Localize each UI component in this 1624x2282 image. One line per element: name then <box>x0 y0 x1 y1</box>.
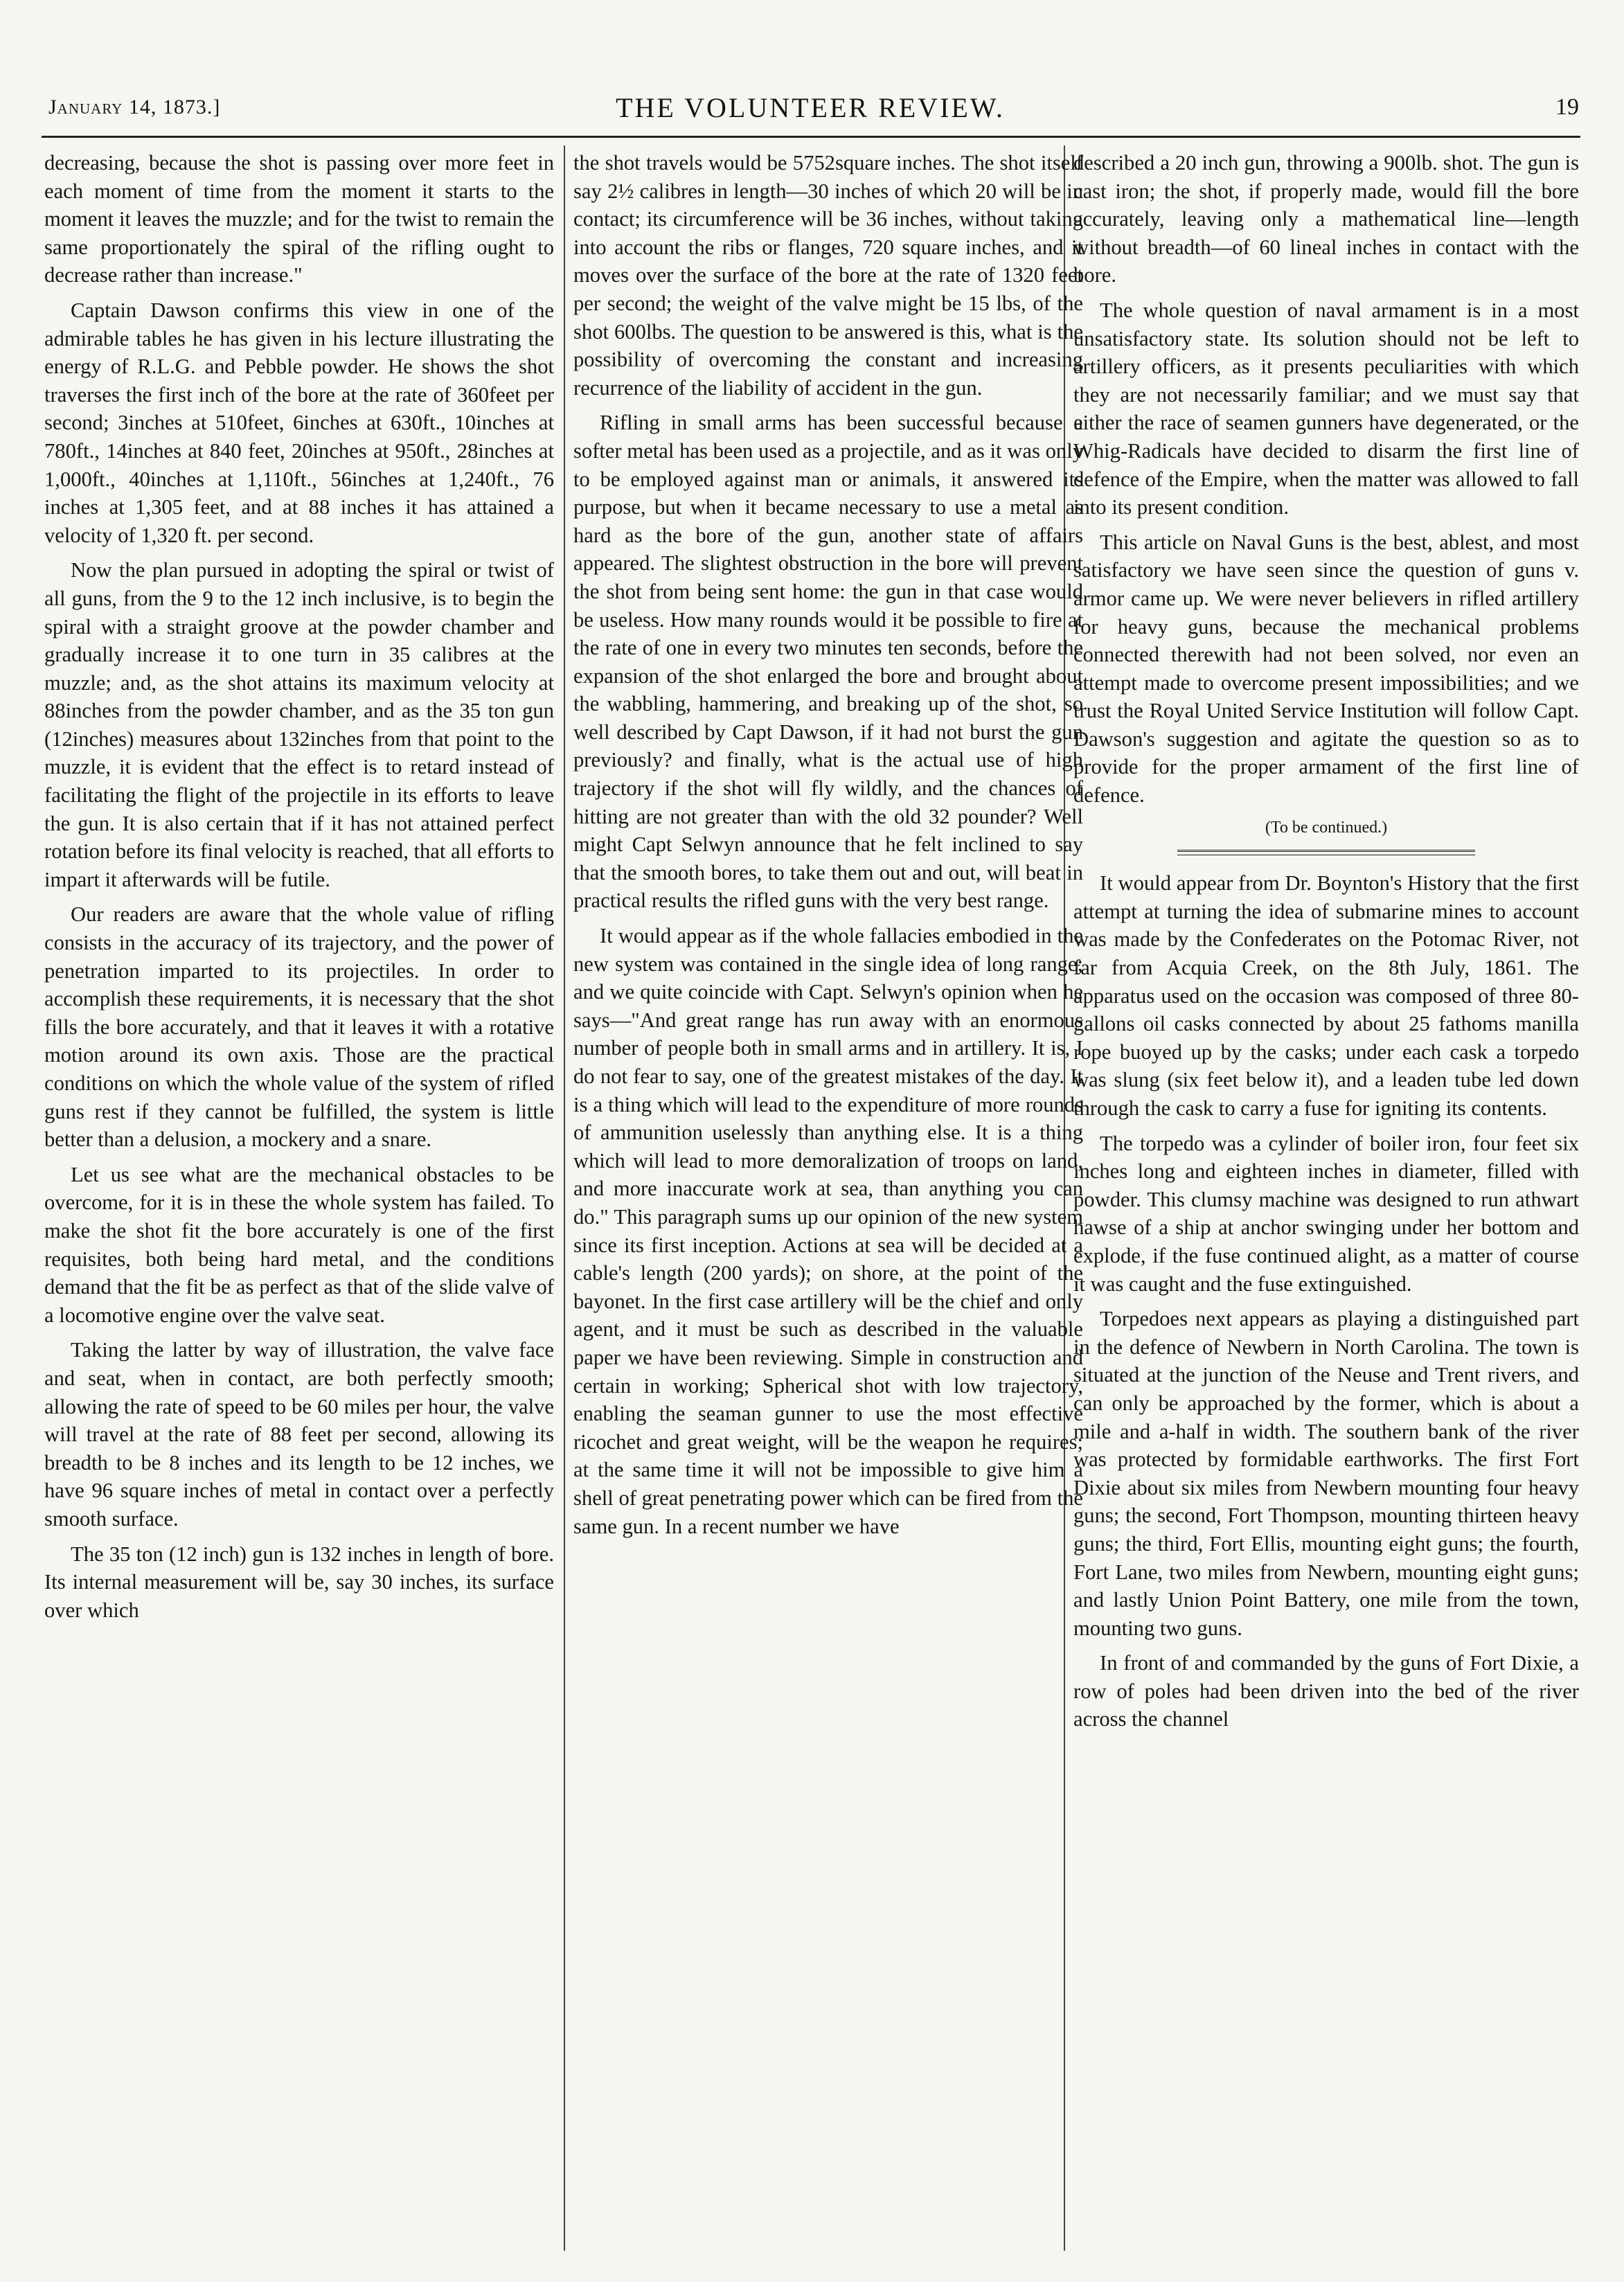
paragraph: Torpedoes next appears as playing a distinguished part in the defence of Newbern in North Carolina. The town is situated at the junction of the Neuse and Trent rivers, and can only be approached by the former, which is about a mile and a-half in width. The southern bank of the river was protected by formidable earthworks. The first Fort Dixie about six miles from Newbern mounting four heavy guns; the second, Fort Thompson, mounting thirteen heavy guns; the third, Fort Ellis, mounting eight guns; the fourth, Fort Lane, two miles from Newbern, mounting eight guns; and lastly Union Point Battery, one mile from the town, mounting two guns. <box>1073 1307 1579 1640</box>
paragraph: described a 20 inch gun, throwing a 900lb. shot. The gun is cast iron; the shot, if properly made, would fill the bore accurately, leaving only a mathematical line—length without breadth—of 60 lineal inches in contact with the bore. <box>1073 151 1579 287</box>
paragraph: Taking the latter by way of illustration, the valve face and seat, when in contact, are both perfectly smooth; allowing the rate of speed to be 60 miles per hour, the valve will travel at the rate of 88 feet per second, allowing its breadth to be 8 inches and its length to be 12 inches, we have 96 square inches of metal in contact over a perfectly smooth surface. <box>44 1338 554 1531</box>
paragraph: the shot travels would be 5752square inches. The shot itself say 2½ calibres in length—30 inches of which 20 will be in contact; its circumference will be 36 inches, without taking into account the ribs or flanges, 720 square inches, and it moves over the surface of the bore at the rate of 1320 feet per second; the weight of the valve might be 15 lbs, of the shot 600lbs. The question to be answered is this, what is the possibility of overcoming the constant and increasing recurrence of the liability of accident in the gun. <box>573 151 1083 400</box>
paragraph: Let us see what are the mechanical obstacles to be overcome, for it is in these the whole system has failed. To make the shot fit the bore accurately is one of the first requisites, both being hard metal, and the conditions demand that the fit be as perfect as that of the slide valve of a locomotive engine over the valve seat. <box>44 1162 554 1327</box>
paragraph: It would appear from Dr. Boynton's History that the first attempt at turning the idea of submarine mines to account was made by the Confederates on the Potomac River, not far from Acquia Creek, on the 8th July, 1861. The apparatus used on the occasion was composed of three 80-gallons oil casks connected by about 25 fathoms manilla rope buoyed up by the casks; under each cask a torpedo was slung (six feet below it), and a leaden tube led down through the cask to carry a fuse for igniting its contents. <box>1073 871 1579 1120</box>
article-separator <box>1177 850 1475 855</box>
page-number: 19 <box>1555 94 1579 120</box>
paragraph: This article on Naval Guns is the best, ablest, and most satisfactory we have seen since the question of guns v. armor came up. We were never believers in rifled artillery for heavy guns, because the mechanical problems connected therewith had not been solved, nor even an attempt made to overcome present impossibilities; and we trust the Royal United Service Institution will follow Capt. Dawson's suggestion and agitate the question so as to provide for the proper armament of the first line of defence. <box>1073 530 1579 808</box>
paragraph: It would appear as if the whole fallacies embodied in the new system was contained in the single idea of long range; and we quite coincide with Capt. Selwyn's opinion when he says—"And great range has run away with an enormous number of people both in small arms and in artillery. It is, I do not fear to say, one of the greatest mistakes of the day. It is a thing which will lead to the expenditure of more rounds of ammunition uselessly than anything else. It is a thing which will lead to more demoralization of troops on land, and more inaccurate work at sea, than anything you can do." This paragraph sums up our opinion of the new system since its first inception. Actions at sea will be decided at a cable's length (200 yards); on shore, at the point of the bayonet. In the first case artillery will be the chief and only agent, and it must be such as described in the valuable paper we have been reviewing. Simple in construction and certain in working; Spherical shot with low trajectory, enabling the seaman gunner to use the most effective ricochet and great weight, will be the weapon he requires; at the same time it will not be impossible to give him a shell of great penetrating power which can be fired from the same gun. In a recent number we have <box>573 924 1083 1538</box>
continued-note: (To be continued.) <box>1265 818 1388 837</box>
paragraph: The 35 ton (12 inch) gun is 132 inches in length of bore. Its internal measurement will be, say 30 inches, its surface over which <box>44 1542 554 1622</box>
header-rule <box>42 136 1580 138</box>
column-3 <box>1073 149 1579 1733</box>
paragraph: In front of and commanded by the guns of Fort Dixie, a row of poles had been driven into the bed of the river across the channel <box>1073 1651 1579 1731</box>
column-divider <box>564 145 565 2251</box>
paragraph: The torpedo was a cylinder of boiler iron, four feet six inches long and eighteen inches in diameter, filled with powder. This clumsy machine was designed to run athwart hawse of a ship at anchor swinging under her bottom and explode, if the fuse continued alight, as a matter of course it was caught and the fuse extinguished. <box>1073 1131 1579 1296</box>
paragraph: The whole question of naval armament is in a most unsatisfactory state. Its solution should not be left to artillery officers, as it presents peculiarities with which they are not necessarily familiar; and we must say that either the race of seamen gunners have degenerated, or the Whig-Radicals have decided to disarm the first line of defence of the Empire, when the matter was allowed to fall into its present condition. <box>1073 298 1579 519</box>
publication-title: THE VOLUNTEER REVIEW. <box>616 92 1005 123</box>
page-header <box>42 89 1579 130</box>
paragraph: Now the plan pursued in adopting the spiral or twist of all guns, from the 9 to the 12 inch inclusive, is to begin the spiral with a straight groove at the powder chamber and gradually increase it to one turn in 35 calibres at the muzzle; and, as the shot attains its maximum velocity at 88inches from the powder chamber, and as the 35 ton gun (12inches) measures about 132inches from that point to the muzzle, it is evident that the effect is to retard instead of facilitating the flight of the projectile in its efforts to leave the gun. It is also certain that if it has not attained perfect rotation before its final velocity is reached, that all efforts to impart it afterwards will be futile. <box>44 558 554 891</box>
issue-date: January 14, 1873.] <box>48 96 221 118</box>
column-2 <box>573 149 1083 1540</box>
column-1 <box>44 149 554 1624</box>
paragraph: Rifling in small arms has been successful because a softer metal has been used as a projectile, and as it was only to be employed against man or animals, it answered its purpose, but when it became necessary to use a metal as hard as the bore of the gun, another state of affairs appeared. The slightest obstruction in the bore will prevent the shot from being sent home: the gun in that case would be useless. How many rounds would it be possible to fire at the rate of one in every two minutes ten seconds, before the expansion of the shot enlarged the bore and brought about the wabbling, hammering, and breaking up of the shot, so well described by Capt Dawson, if it had not burst the gun previously? and finally, what is the actual use of high trajectory if the shot will fly wildly, and the chances of hitting are not greater than with the old 32 pounder? Well might Capt Selwyn announce that he felt inclined to say that the smooth bores, to take them out and out, will beat in practical results the rifled guns with the very best range. <box>573 411 1083 913</box>
paragraph: decreasing, because the shot is passing over more feet in each moment of time from the moment it starts to the moment it leaves the muzzle; and for the twist to remain the same proportionately the spiral of the rifling ought to decrease rather than increase." <box>44 151 554 287</box>
paragraph: Our readers are aware that the whole value of rifling consists in the accuracy of its trajectory, and the power of penetration imparted to its projectiles. In order to accomplish these requirements, it is necessary that the shot fills the bore accurately, and that it leaves it with a rotative motion around its own axis. Those are the practical conditions on which the whole value of the system of rifled guns rest if they cannot be fulfilled, the system is little better than a delusion, a mockery and a snare. <box>44 902 554 1152</box>
paragraph: Captain Dawson confirms this view in one of the admirable tables he has given in his lecture illustrating the energy of R.L.G. and Pebble powder. He shows the shot traverses the first inch of the bore at the rate of 360feet per second; 3inches at 510feet, 6inches at 630ft., 10inches at 780ft., 14inches at 840 feet, 20inches at 950ft., 28inches at 1,000ft., 40inches at 1,110ft., 56inches at 1,240ft., 76 inches at 1,305 feet, and at 88 inches it has attained a velocity of 1,320 ft. per second. <box>44 298 554 547</box>
